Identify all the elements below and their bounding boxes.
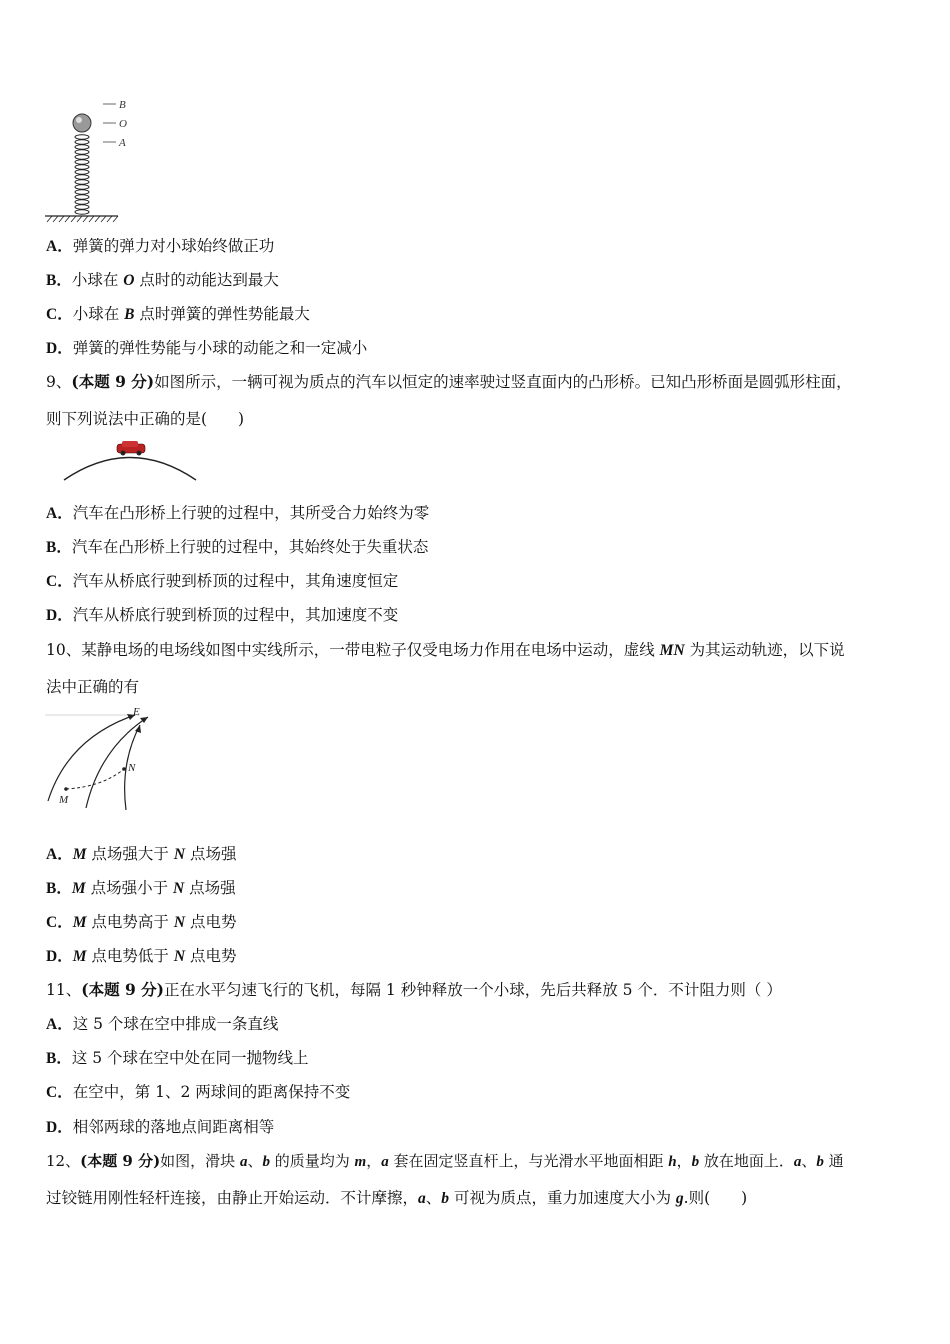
label-E: E [133, 706, 140, 718]
q10-option-b: B．M 点场强小于 N 点场强 [46, 879, 236, 897]
q9-option-a: A．汽车在凸形桥上行驶的过程中，其所受合力始终为零 [46, 504, 430, 522]
bridge-figure [60, 440, 205, 490]
q8-option-a: A．弹簧的弹力对小球始终做正功 [46, 237, 275, 255]
q11-option-c: C．在空中，第 1、2 两球间的距离保持不变 [46, 1083, 351, 1101]
ball [73, 114, 91, 132]
q8-option-c: C．小球在 B 点时弹簧的弹性势能最大 [46, 305, 310, 323]
q9-option-c: C．汽车从桥底行驶到桥顶的过程中，其角速度恒定 [46, 572, 399, 590]
spring-coils [75, 135, 89, 214]
spring-figure [40, 95, 140, 225]
q11-option-a: A．这 5 个球在空中排成一条直线 [46, 1015, 279, 1033]
q10-stem-line2: 法中正确的有 [46, 678, 140, 696]
q9-option-d: D．汽车从桥底行驶到桥顶的过程中，其加速度不变 [46, 606, 399, 624]
q12-stem-line1: 12、(本题 9 分)如图，滑块 a、b 的质量均为 m，a 套在固定竖直杆上，与光滑水平地面相距 h，b 放在地面上．a、b 通 [46, 1152, 844, 1170]
bridge-arc [64, 458, 196, 481]
q9-stem-line1: 9、(本题 9 分)如图所示，一辆可视为质点的汽车以恒定的速率驶过竖直面内的凸形桥。已知凸形桥面是圆弧形柱面， [46, 372, 852, 391]
label-N: N [128, 762, 136, 774]
label-A: A [119, 137, 126, 149]
point-M [64, 787, 68, 791]
q11-option-d: D．相邻两球的落地点间距离相等 [46, 1118, 275, 1136]
label-B: B [119, 99, 126, 111]
q9-option-b: B．汽车在凸形桥上行驶的过程中，其始终处于失重状态 [46, 538, 429, 556]
q9-stem-line2: 则下列说法中正确的是( ) [46, 410, 245, 428]
q12-stem-line2: 过铰链用刚性轻杆连接，由静止开始运动．不计摩擦，a、b 可视为质点，重力加速度大小为 g.则( ) [46, 1189, 748, 1207]
label-O: O [119, 118, 127, 130]
q10-option-a: A．M 点场强大于 N 点场强 [46, 845, 237, 863]
q10-stem-line1: 10、某静电场的电场线如图中实线所示，一带电粒子仅受电场力作用在电场中运动，虚线 MN 为其运动轨迹，以下说 [46, 641, 845, 659]
q8-option-d: D．弹簧的弹性势能与小球的动能之和一定减小 [46, 339, 368, 357]
q11-option-b: B．这 5 个球在空中处在同一抛物线上 [46, 1049, 309, 1067]
q10-option-d: D．M 点电势低于 N 点电势 [46, 947, 237, 965]
point-N [122, 767, 126, 771]
q8-option-b: B．小球在 O 点时的动能达到最大 [46, 271, 279, 289]
q10-option-c: C．M 点电势高于 N 点电势 [46, 913, 237, 931]
field-figure [40, 703, 160, 813]
label-M: M [59, 794, 69, 806]
q11-stem: 11、(本题 9 分)正在水平匀速飞行的飞机，每隔 1 秒钟释放一个小球，先后共释放 5 个．不计阻力则（ ） [46, 980, 782, 999]
car-icon [117, 441, 145, 456]
